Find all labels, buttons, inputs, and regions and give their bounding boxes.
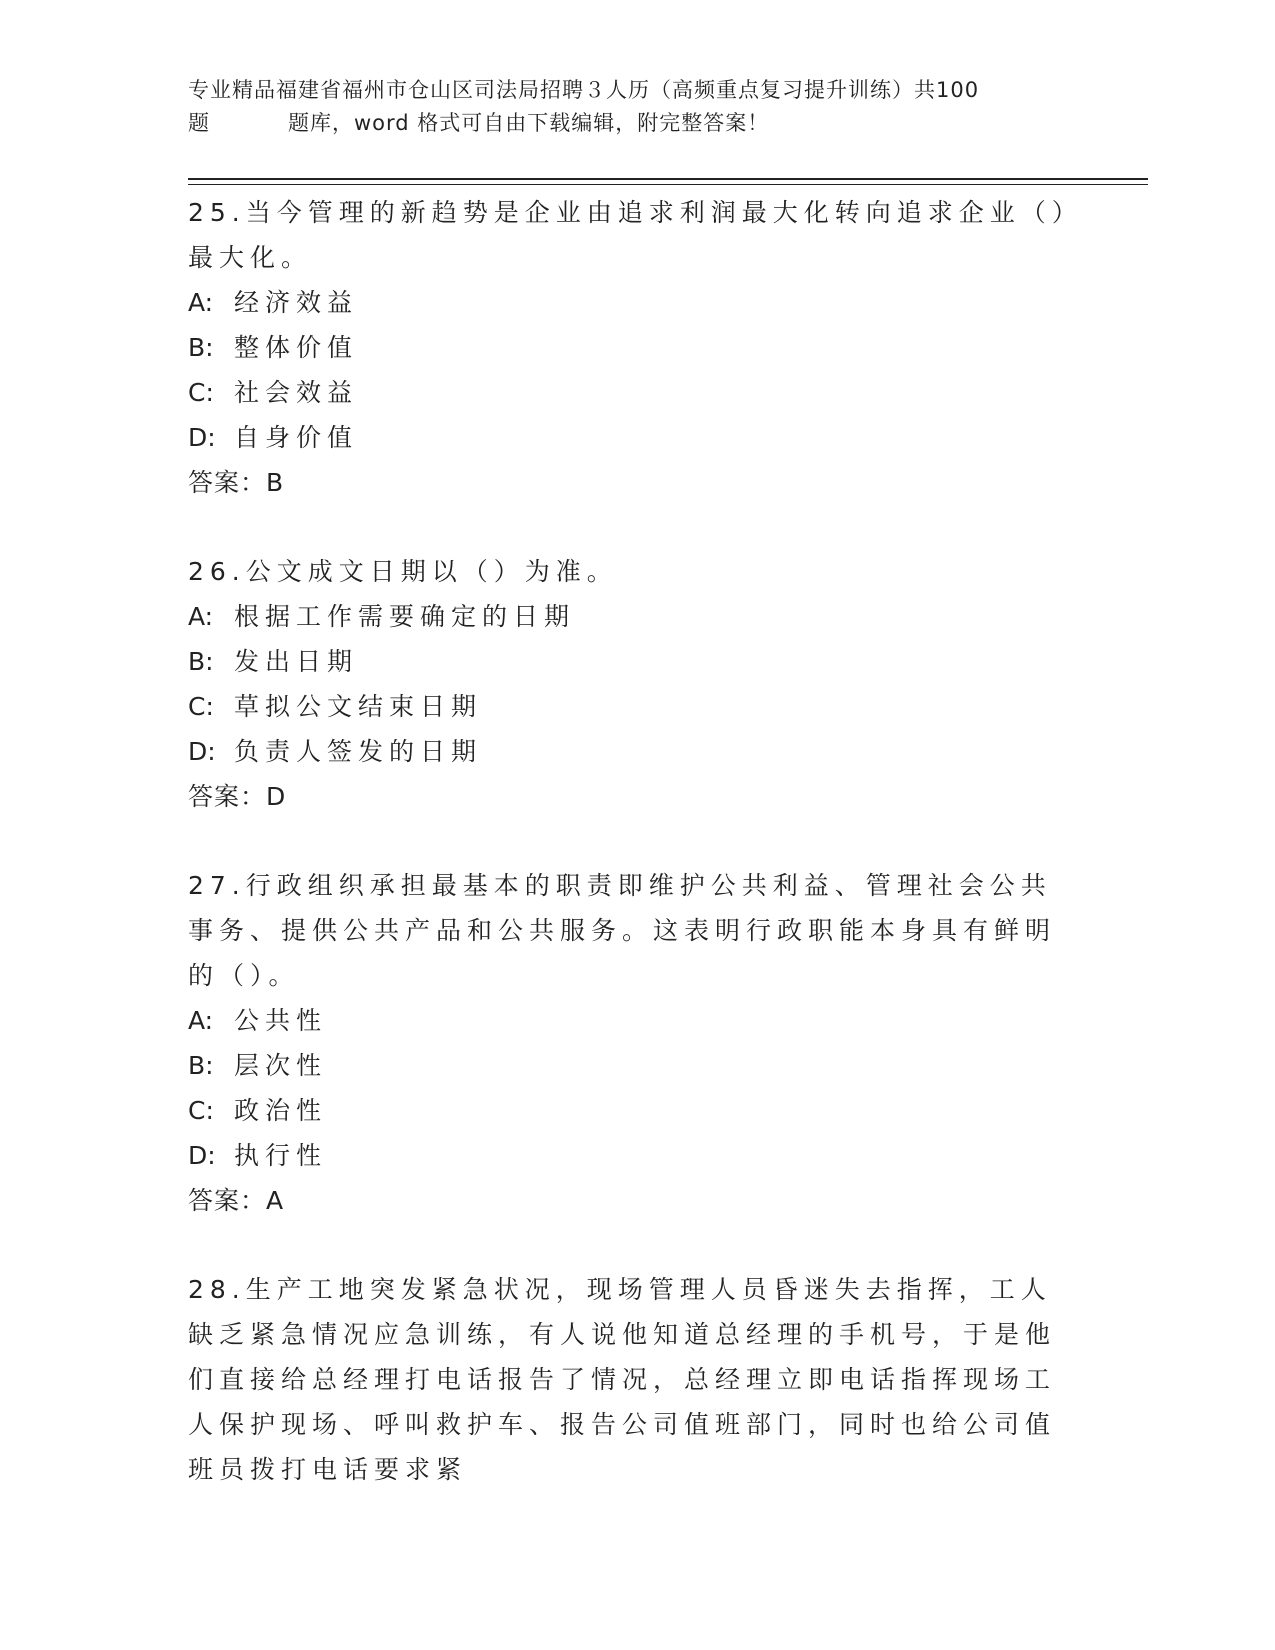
option-letter: B:: [188, 647, 214, 676]
option-c: [188, 370, 1078, 415]
option-letter: A:: [188, 1006, 214, 1035]
option-a: [188, 998, 1078, 1043]
option-letter: B:: [188, 1051, 214, 1080]
question-stem: 28.生产工地突发紧急状况，现场管理人员昏迷失去指挥，工人缺乏紧急情况应急训练，有人说他知道总经理的手机号，于是他们直接给总经理打电话报告了情况，总经理立即电话指挥现场工人保护现场、呼叫救护车、报告公司值班部门，同时也给公司值班员拨打电话要求紧: [188, 1275, 1057, 1484]
option-text: 发出日期: [234, 647, 359, 676]
option-b: [188, 639, 1078, 684]
option-a: [188, 594, 1078, 639]
option-text: 经济效益: [234, 288, 359, 317]
option-text: 负责人签发的日期: [234, 737, 483, 766]
option-b: [188, 325, 1078, 370]
header-divider-thick: [188, 178, 1148, 180]
document-header: [188, 74, 1078, 140]
option-text: 政治性: [234, 1096, 328, 1125]
option-d: [188, 415, 1078, 460]
option-text: 层次性: [234, 1051, 328, 1080]
option-c: [188, 684, 1078, 729]
option-letter: D:: [188, 737, 216, 766]
question-26: [188, 549, 1078, 819]
option-d: [188, 1133, 1078, 1178]
option-text: 执行性: [234, 1141, 328, 1170]
header-line-1: 专业精品福建省福州市仓山区司法局招聘３人历（高频重点复习提升训练）共100: [188, 78, 980, 102]
option-letter: D:: [188, 423, 216, 452]
option-letter: C:: [188, 378, 214, 407]
option-letter: B:: [188, 333, 214, 362]
question-stem: 25.当今管理的新趋势是企业由追求利润最大化转向追求企业（）最大化。: [188, 198, 1071, 272]
option-text: 社会效益: [234, 378, 359, 407]
option-b: [188, 1043, 1078, 1088]
option-text: 公共性: [234, 1006, 328, 1035]
option-letter: A:: [188, 288, 214, 317]
question-25: [188, 190, 1078, 505]
option-d: [188, 729, 1078, 774]
option-text: 草拟公文结束日期: [234, 692, 483, 721]
option-letter: D:: [188, 1141, 216, 1170]
header-line-2-rest: 题库，word 格式可自由下载编辑，附完整答案！: [288, 111, 770, 135]
header-line-2-lead: 题: [188, 111, 210, 135]
answer-line: 答案：D: [188, 782, 287, 811]
header-line-2: [188, 107, 1078, 140]
option-c: [188, 1088, 1078, 1133]
question-stem: 26.公文成文日期以（）为准。: [188, 557, 618, 586]
option-letter: C:: [188, 692, 214, 721]
option-text: 根据工作需要确定的日期: [234, 602, 576, 631]
option-a: [188, 280, 1078, 325]
question-list: [188, 190, 1078, 1536]
option-text: 整体价值: [234, 333, 359, 362]
option-text: 自身价值: [234, 423, 359, 452]
answer-line: 答案：B: [188, 468, 285, 497]
question-stem: 27.行政组织承担最基本的职责即维护公共利益、管理社会公共事务、提供公共产品和公共服务。这表明行政职能本身具有鲜明的（）。: [188, 871, 1057, 990]
header-divider-thin: [188, 184, 1148, 185]
question-28: [188, 1267, 1078, 1492]
option-letter: A:: [188, 602, 214, 631]
option-letter: C:: [188, 1096, 214, 1125]
answer-line: 答案：A: [188, 1186, 285, 1215]
question-27: [188, 863, 1078, 1223]
